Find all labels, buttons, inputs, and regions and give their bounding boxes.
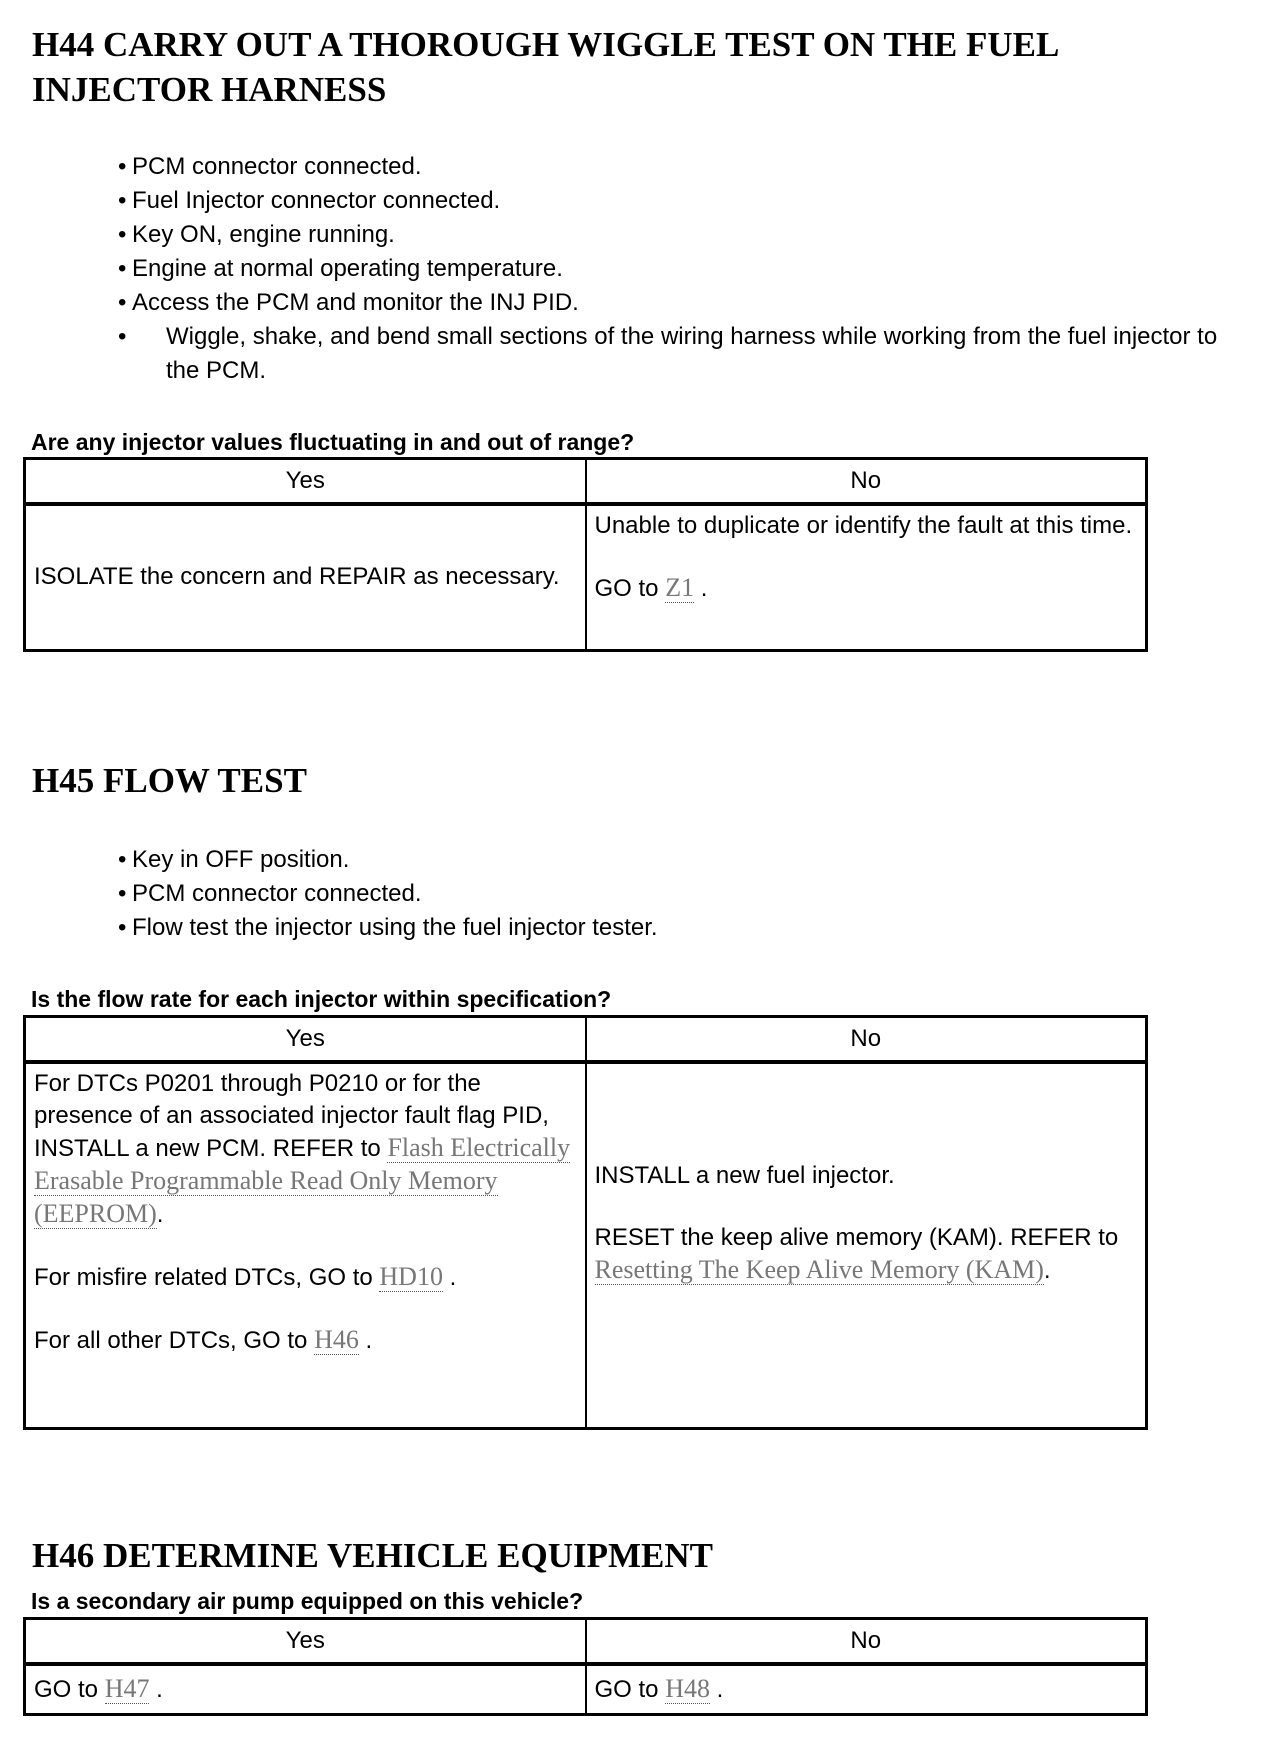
no-header: No	[586, 1619, 1147, 1665]
h45-steps	[118, 843, 1238, 945]
section-title-h46: H46 DETERMINE VEHICLE EQUIPMENT	[32, 1536, 713, 1575]
yes-header: Yes	[25, 1619, 586, 1665]
step-item: • Access the PCM and monitor the INJ PID.	[118, 289, 579, 316]
step-item: • Flow test the injector using the fuel injector tester.	[118, 914, 658, 941]
no-header: No	[586, 459, 1147, 505]
link-reset-kam[interactable]: Resetting The Keep Alive Memory (KAM)	[594, 1255, 1044, 1284]
no-header: No	[586, 1017, 1147, 1063]
h46-question: Is a secondary air pump equipped on this vehicle?	[31, 1588, 584, 1614]
section-title-h45: H45 FLOW TEST	[32, 761, 307, 800]
no-cell: Unable to duplicate or identify the fault at this time. GO to Z1 .	[586, 504, 1147, 650]
h44-steps	[118, 150, 1238, 388]
step-item: • Engine at normal operating temperature.	[118, 255, 563, 282]
yes-cell: For DTCs P0201 through P0210 or for the presence of an associated injector fault flag PID, INSTALL a new PCM. REFER to Flash Electrically Erasable Programmable Read Only Memory (EEPROM). For misfire related DTCs, GO to HD10 . For all other DTCs, GO to H46 .	[25, 1062, 586, 1428]
step-item: • Wiggle, shake, and bend small sections of the wiring harness while working from the fuel injector to the PCM.	[118, 323, 1218, 384]
yes-header: Yes	[25, 459, 586, 505]
yes-header: Yes	[25, 1017, 586, 1063]
step-item: • PCM connector connected.	[118, 880, 422, 907]
section-title-h44: H44 CARRY OUT A THOROUGH WIGGLE TEST ON THE FUEL INJECTOR HARNESS	[32, 25, 1058, 109]
step-item: • Key ON, engine running.	[118, 221, 395, 248]
h45-answer-table	[23, 1015, 1148, 1430]
yes-cell: ISOLATE the concern and REPAIR as necessary.	[25, 504, 586, 650]
link-z1[interactable]: Z1	[665, 573, 695, 602]
link-h47[interactable]: H47	[104, 1673, 150, 1703]
yes-cell: GO to H47 .	[25, 1664, 586, 1714]
h44-answer-table	[23, 457, 1148, 652]
link-hd10[interactable]: HD10	[379, 1262, 443, 1291]
no-cell: GO to H48 .	[586, 1664, 1147, 1714]
link-flash-eeprom[interactable]: Flash Electrically Erasable Programmable Read Only Memory (EEPROM)	[34, 1133, 571, 1228]
no-cell: INSTALL a new fuel injector. RESET the keep alive memory (KAM). REFER to Resetting The Keep Alive Memory (KAM).	[586, 1062, 1147, 1428]
link-h46[interactable]: H46	[314, 1325, 359, 1354]
h44-question: Are any injector values fluctuating in and out of range?	[31, 429, 635, 455]
link-h48[interactable]: H48	[665, 1673, 710, 1703]
step-item: • Fuel Injector connector connected.	[118, 187, 501, 214]
h46-answer-table	[23, 1617, 1148, 1716]
step-item: • PCM connector connected.	[118, 153, 422, 180]
step-item: • Key in OFF position.	[118, 846, 350, 873]
h45-question: Is the flow rate for each injector within specification?	[31, 986, 612, 1012]
